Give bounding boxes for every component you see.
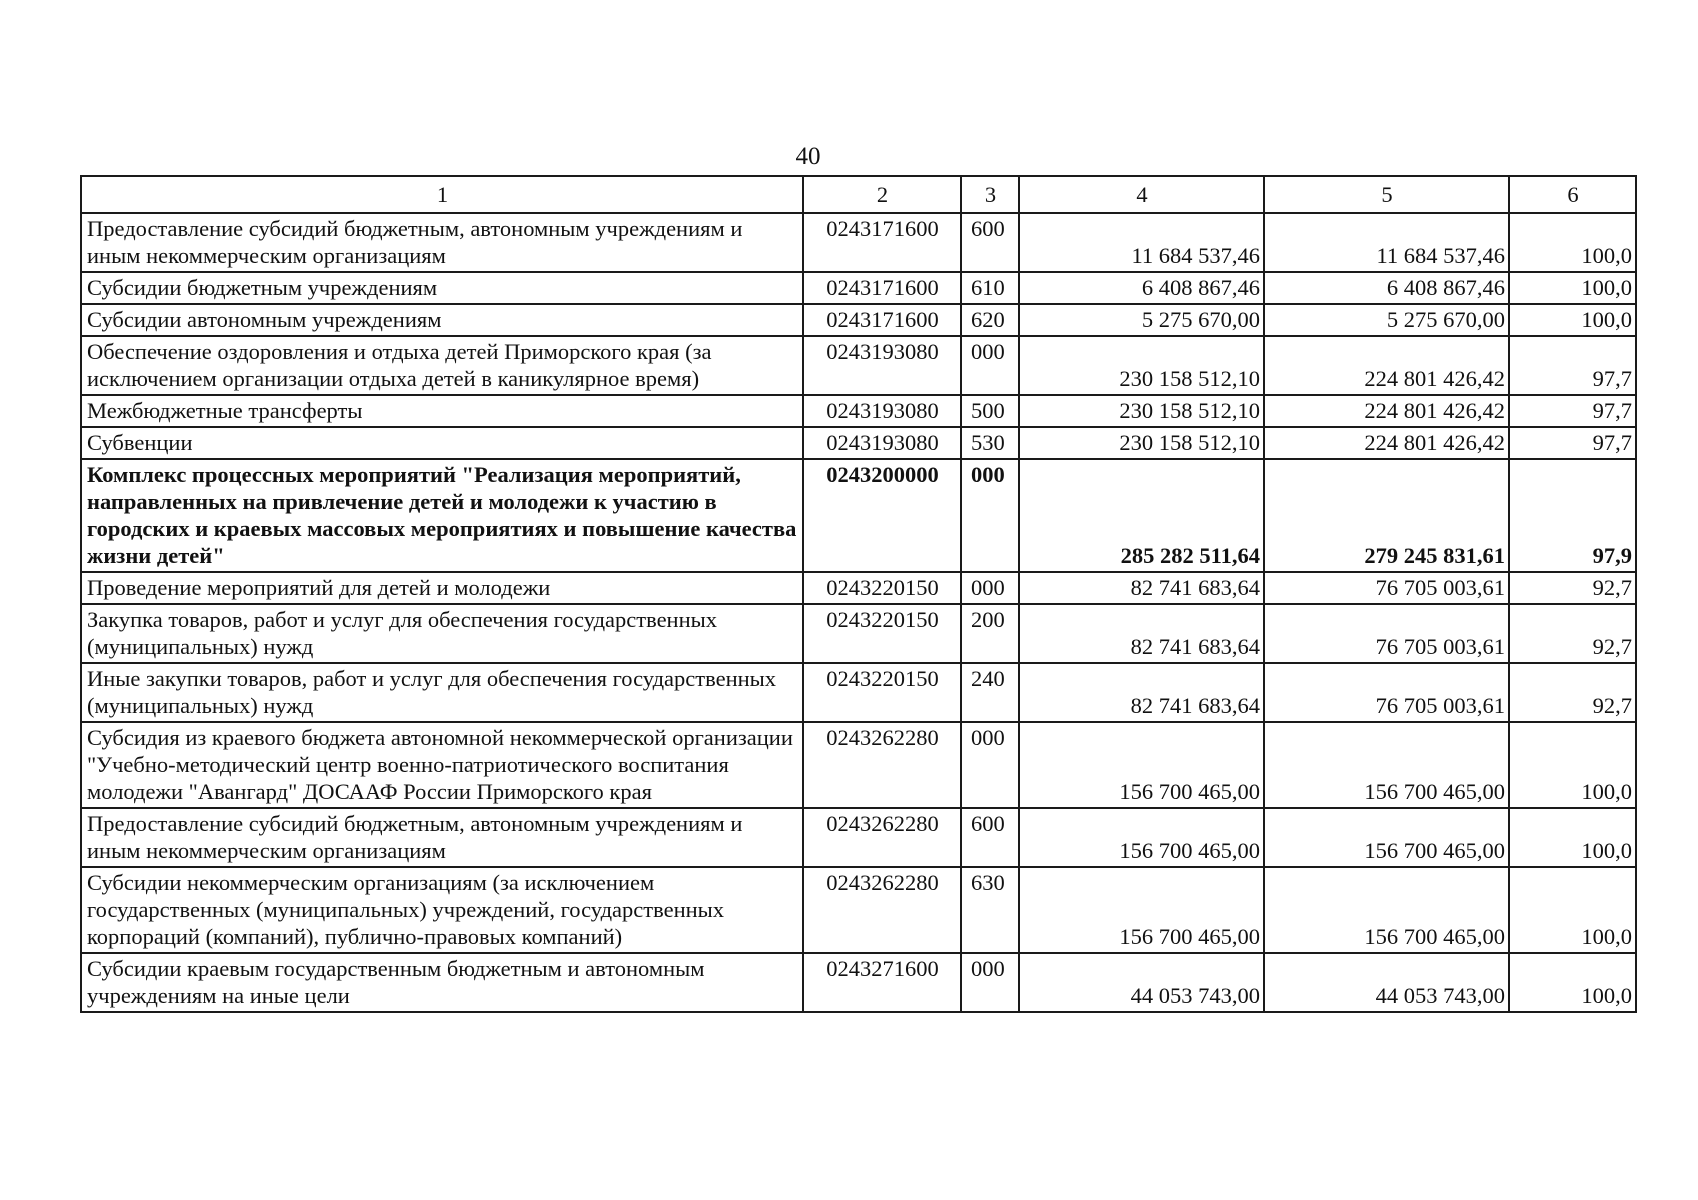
row-fact-cell: 224 801 426,42 bbox=[1264, 336, 1509, 395]
row-code-cell: 0243262280 bbox=[803, 722, 961, 808]
row-plan-cell: 82 741 683,64 bbox=[1019, 663, 1264, 722]
row-percent-cell: 100,0 bbox=[1509, 867, 1636, 953]
row-percent-cell: 100,0 bbox=[1509, 953, 1636, 1012]
row-name-cell: Предоставление субсидий бюджетным, автономным учреждениям и иным некоммерческим организациям bbox=[81, 808, 803, 867]
column-header: 3 bbox=[961, 176, 1019, 213]
row-plan-cell: 82 741 683,64 bbox=[1019, 604, 1264, 663]
row-name-cell: Субсидии автономным учреждениям bbox=[81, 304, 803, 336]
table-row bbox=[81, 395, 1636, 427]
row-name-cell: Субсидии некоммерческим организациям (за исключением государственных (муниципальных) учреждений, государственных корпораций (компаний), публично-правовых компаний) bbox=[81, 867, 803, 953]
row-fact-cell: 5 275 670,00 bbox=[1264, 304, 1509, 336]
row-code-cell: 0243220150 bbox=[803, 663, 961, 722]
row-fact-cell: 11 684 537,46 bbox=[1264, 213, 1509, 272]
page-number-text: 40 bbox=[795, 143, 821, 170]
table-row bbox=[81, 272, 1636, 304]
row-percent-cell: 92,7 bbox=[1509, 604, 1636, 663]
table-row bbox=[81, 336, 1636, 395]
row-percent-cell: 97,7 bbox=[1509, 336, 1636, 395]
row-kvr-cell: 500 bbox=[961, 395, 1019, 427]
row-plan-cell: 82 741 683,64 bbox=[1019, 572, 1264, 604]
table-row bbox=[81, 808, 1636, 867]
table-row bbox=[81, 572, 1636, 604]
row-code-cell: 0243220150 bbox=[803, 604, 961, 663]
row-percent-cell: 100,0 bbox=[1509, 808, 1636, 867]
row-code-cell: 0243262280 bbox=[803, 867, 961, 953]
row-name-cell: Субсидии краевым государственным бюджетным и автономным учреждениям на иные цели bbox=[81, 953, 803, 1012]
row-fact-cell: 279 245 831,61 bbox=[1264, 459, 1509, 572]
row-code-cell: 0243193080 bbox=[803, 395, 961, 427]
row-name-cell: Иные закупки товаров, работ и услуг для обеспечения государственных (муниципальных) нужд bbox=[81, 663, 803, 722]
row-percent-cell: 97,7 bbox=[1509, 427, 1636, 459]
row-kvr-cell: 620 bbox=[961, 304, 1019, 336]
row-kvr-cell: 600 bbox=[961, 808, 1019, 867]
row-percent-cell: 97,7 bbox=[1509, 395, 1636, 427]
row-fact-cell: 224 801 426,42 bbox=[1264, 427, 1509, 459]
row-name-cell: Закупка товаров, работ и услуг для обеспечения государственных (муниципальных) нужд bbox=[81, 604, 803, 663]
row-plan-cell: 44 053 743,00 bbox=[1019, 953, 1264, 1012]
row-kvr-cell: 000 bbox=[961, 953, 1019, 1012]
row-code-cell: 0243200000 bbox=[803, 459, 961, 572]
row-code-cell: 0243220150 bbox=[803, 572, 961, 604]
row-percent-cell: 100,0 bbox=[1509, 722, 1636, 808]
row-fact-cell: 76 705 003,61 bbox=[1264, 572, 1509, 604]
table-row bbox=[81, 304, 1636, 336]
row-kvr-cell: 630 bbox=[961, 867, 1019, 953]
column-header: 5 bbox=[1264, 176, 1509, 213]
row-plan-cell: 285 282 511,64 bbox=[1019, 459, 1264, 572]
row-code-cell: 0243262280 bbox=[803, 808, 961, 867]
row-percent-cell: 100,0 bbox=[1509, 272, 1636, 304]
row-fact-cell: 156 700 465,00 bbox=[1264, 808, 1509, 867]
row-fact-cell: 156 700 465,00 bbox=[1264, 867, 1509, 953]
table-row bbox=[81, 427, 1636, 459]
row-name-cell: Субсидия из краевого бюджета автономной некоммерческой организации "Учебно-методический центр военно-патриотического воспитания молодежи "Авангард" ДОСААФ России Приморского края bbox=[81, 722, 803, 808]
row-kvr-cell: 610 bbox=[961, 272, 1019, 304]
row-fact-cell: 44 053 743,00 bbox=[1264, 953, 1509, 1012]
table-row bbox=[81, 213, 1636, 272]
row-name-cell: Межбюджетные трансферты bbox=[81, 395, 803, 427]
row-fact-cell: 6 408 867,46 bbox=[1264, 272, 1509, 304]
budget-table bbox=[80, 175, 1637, 1013]
row-percent-cell: 92,7 bbox=[1509, 572, 1636, 604]
row-plan-cell: 156 700 465,00 bbox=[1019, 867, 1264, 953]
row-plan-cell: 230 158 512,10 bbox=[1019, 427, 1264, 459]
row-code-cell: 0243271600 bbox=[803, 953, 961, 1012]
page-number bbox=[0, 142, 1698, 172]
row-name-cell: Комплекс процессных мероприятий "Реализация мероприятий, направленных на привлечение детей и молодежи к участию в городских и краевых массовых мероприятиях и повышение качества жизни детей" bbox=[81, 459, 803, 572]
row-name-cell: Субсидии бюджетным учреждениям bbox=[81, 272, 803, 304]
table-row bbox=[81, 604, 1636, 663]
row-name-cell: Предоставление субсидий бюджетным, автономным учреждениям и иным некоммерческим организациям bbox=[81, 213, 803, 272]
row-name-cell: Обеспечение оздоровления и отдыха детей Приморского края (за исключением организации отдыха детей в каникулярное время) bbox=[81, 336, 803, 395]
row-code-cell: 0243171600 bbox=[803, 213, 961, 272]
row-kvr-cell: 200 bbox=[961, 604, 1019, 663]
row-plan-cell: 156 700 465,00 bbox=[1019, 722, 1264, 808]
row-kvr-cell: 000 bbox=[961, 722, 1019, 808]
table-row bbox=[81, 663, 1636, 722]
row-kvr-cell: 000 bbox=[961, 336, 1019, 395]
row-name-cell: Проведение мероприятий для детей и молодежи bbox=[81, 572, 803, 604]
row-plan-cell: 230 158 512,10 bbox=[1019, 336, 1264, 395]
column-header: 6 bbox=[1509, 176, 1636, 213]
table-row bbox=[81, 953, 1636, 1012]
row-percent-cell: 100,0 bbox=[1509, 213, 1636, 272]
row-percent-cell: 97,9 bbox=[1509, 459, 1636, 572]
row-fact-cell: 156 700 465,00 bbox=[1264, 722, 1509, 808]
table-row bbox=[81, 722, 1636, 808]
row-fact-cell: 76 705 003,61 bbox=[1264, 663, 1509, 722]
row-plan-cell: 6 408 867,46 bbox=[1019, 272, 1264, 304]
row-kvr-cell: 240 bbox=[961, 663, 1019, 722]
row-plan-cell: 156 700 465,00 bbox=[1019, 808, 1264, 867]
table-row bbox=[81, 867, 1636, 953]
row-name-cell: Субвенции bbox=[81, 427, 803, 459]
column-header: 2 bbox=[803, 176, 961, 213]
column-header: 4 bbox=[1019, 176, 1264, 213]
column-header: 1 bbox=[81, 176, 803, 213]
row-code-cell: 0243193080 bbox=[803, 427, 961, 459]
table-header-row bbox=[81, 176, 1636, 213]
row-code-cell: 0243171600 bbox=[803, 272, 961, 304]
row-code-cell: 0243193080 bbox=[803, 336, 961, 395]
table-row-section-total bbox=[81, 459, 1636, 572]
row-fact-cell: 76 705 003,61 bbox=[1264, 604, 1509, 663]
row-plan-cell: 11 684 537,46 bbox=[1019, 213, 1264, 272]
row-plan-cell: 5 275 670,00 bbox=[1019, 304, 1264, 336]
row-kvr-cell: 000 bbox=[961, 572, 1019, 604]
row-plan-cell: 230 158 512,10 bbox=[1019, 395, 1264, 427]
row-kvr-cell: 530 bbox=[961, 427, 1019, 459]
row-percent-cell: 92,7 bbox=[1509, 663, 1636, 722]
row-percent-cell: 100,0 bbox=[1509, 304, 1636, 336]
row-fact-cell: 224 801 426,42 bbox=[1264, 395, 1509, 427]
row-kvr-cell: 600 bbox=[961, 213, 1019, 272]
row-code-cell: 0243171600 bbox=[803, 304, 961, 336]
row-kvr-cell: 000 bbox=[961, 459, 1019, 572]
